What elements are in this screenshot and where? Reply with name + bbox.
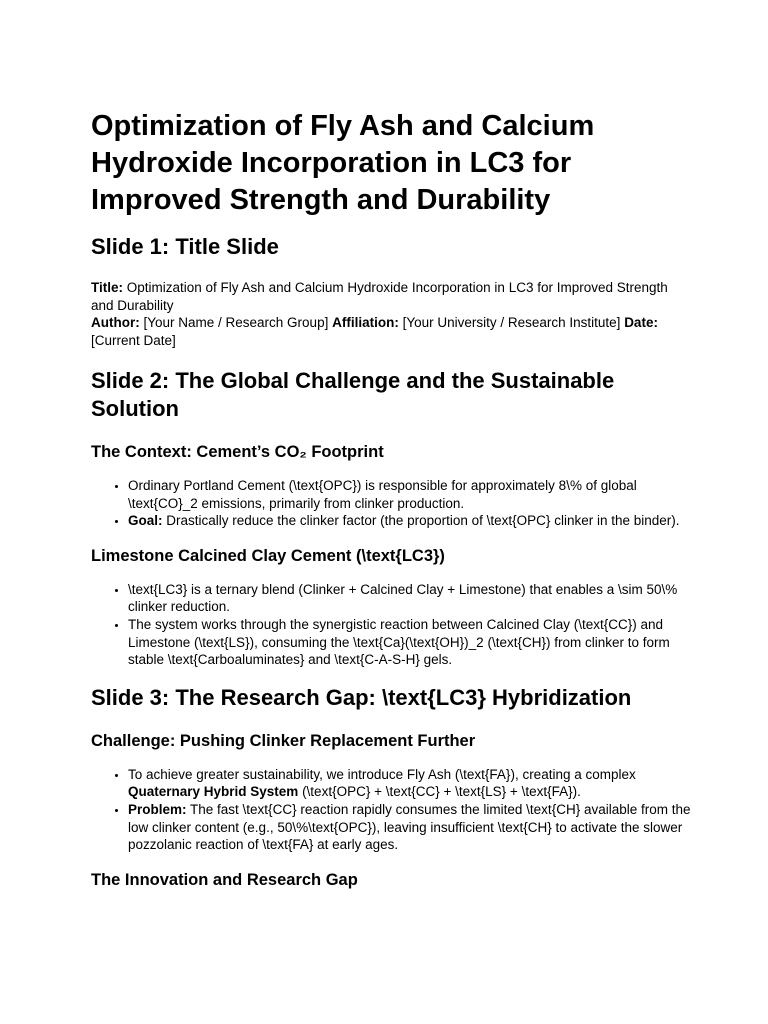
innovation-heading: The Innovation and Research Gap	[91, 870, 358, 889]
list-item	[128, 801, 691, 854]
list-item: • Ordinary Portland Cement (\text{OPC}) is responsible for approximately 8\% of global \text{CO}_2 emissions, primarily from clinker production.	[128, 477, 691, 512]
lc3-heading: Limestone Calcined Clay Cement (\text{LC3})	[91, 546, 445, 565]
slide2-heading: Slide 2: The Global Challenge and the Sustainable Solution	[91, 368, 615, 421]
slide3-heading: Slide 3: The Research Gap: \text{LC3} Hybridization	[91, 684, 632, 710]
author-value: [Your Name / Research Group]	[139, 315, 333, 330]
challenge-heading: Challenge: Pushing Clinker Replacement Further	[91, 731, 476, 750]
affiliation-value: [Your University / Research Institute]	[398, 315, 625, 330]
bullet1-post: (\text{OPC} + \text{CC} + \text{LS} + \text{FA}).	[298, 784, 581, 800]
slide1-meta	[91, 279, 691, 349]
list-item	[128, 766, 691, 801]
problem-text: The fast \text{CC} reaction rapidly consumes the limited \text{CH} available from the low clinker content (e.g., 50\%\text{OPC}), leaving insufficient \text{CH} to activate the slower pozzolanic reaction of \text{FA} at early ages.	[128, 801, 691, 853]
goal-text: Drastically reduce the clinker factor (the proportion of \text{OPC} clinker in the binder).	[162, 513, 680, 529]
document-title: Optimization of Fly Ash and Calcium Hydroxide Incorporation in LC3 for Improved Strength and Durability	[91, 110, 595, 216]
affiliation-label: Affiliation:	[332, 315, 399, 330]
slide1-heading: Slide 1: Title Slide	[91, 234, 279, 259]
list-item	[128, 512, 691, 530]
title-value: Optimization of Fly Ash and Calcium Hydroxide Incorporation in LC3 for Improved Strength and Durability	[91, 280, 668, 313]
bullet1-bold: Quaternary Hybrid System	[128, 784, 299, 800]
title-label: Title:	[91, 280, 124, 295]
bullet1-pre: To achieve greater sustainability, we introduce Fly Ash (\text{FA}), creating a complex	[128, 766, 636, 782]
date-value: [Current Date]	[91, 332, 176, 348]
list-item: • The system works through the synergistic reaction between Calcined Clay (\text{CC}) and Limestone (\text{LS}), consuming the \text{Ca}(\text{OH})_2 (\text{CH}) from clinker to form stable \text{Carboaluminates} and \text{C-A-S-H} gels.	[128, 616, 691, 669]
context-list	[91, 477, 691, 530]
context-heading: The Context: Cement’s CO₂ Footprint	[91, 443, 384, 461]
author-label: Author:	[91, 315, 140, 330]
problem-label: Problem:	[128, 801, 187, 817]
date-label: Date:	[624, 315, 658, 330]
list-item: • \text{LC3} is a ternary blend (Clinker + Calcined Clay + Limestone) that enables a \sim 50\% clinker reduction.	[128, 581, 691, 616]
challenge-list	[91, 766, 691, 854]
document-content	[91, 108, 691, 905]
lc3-list	[91, 581, 691, 669]
goal-label: Goal:	[128, 513, 163, 529]
